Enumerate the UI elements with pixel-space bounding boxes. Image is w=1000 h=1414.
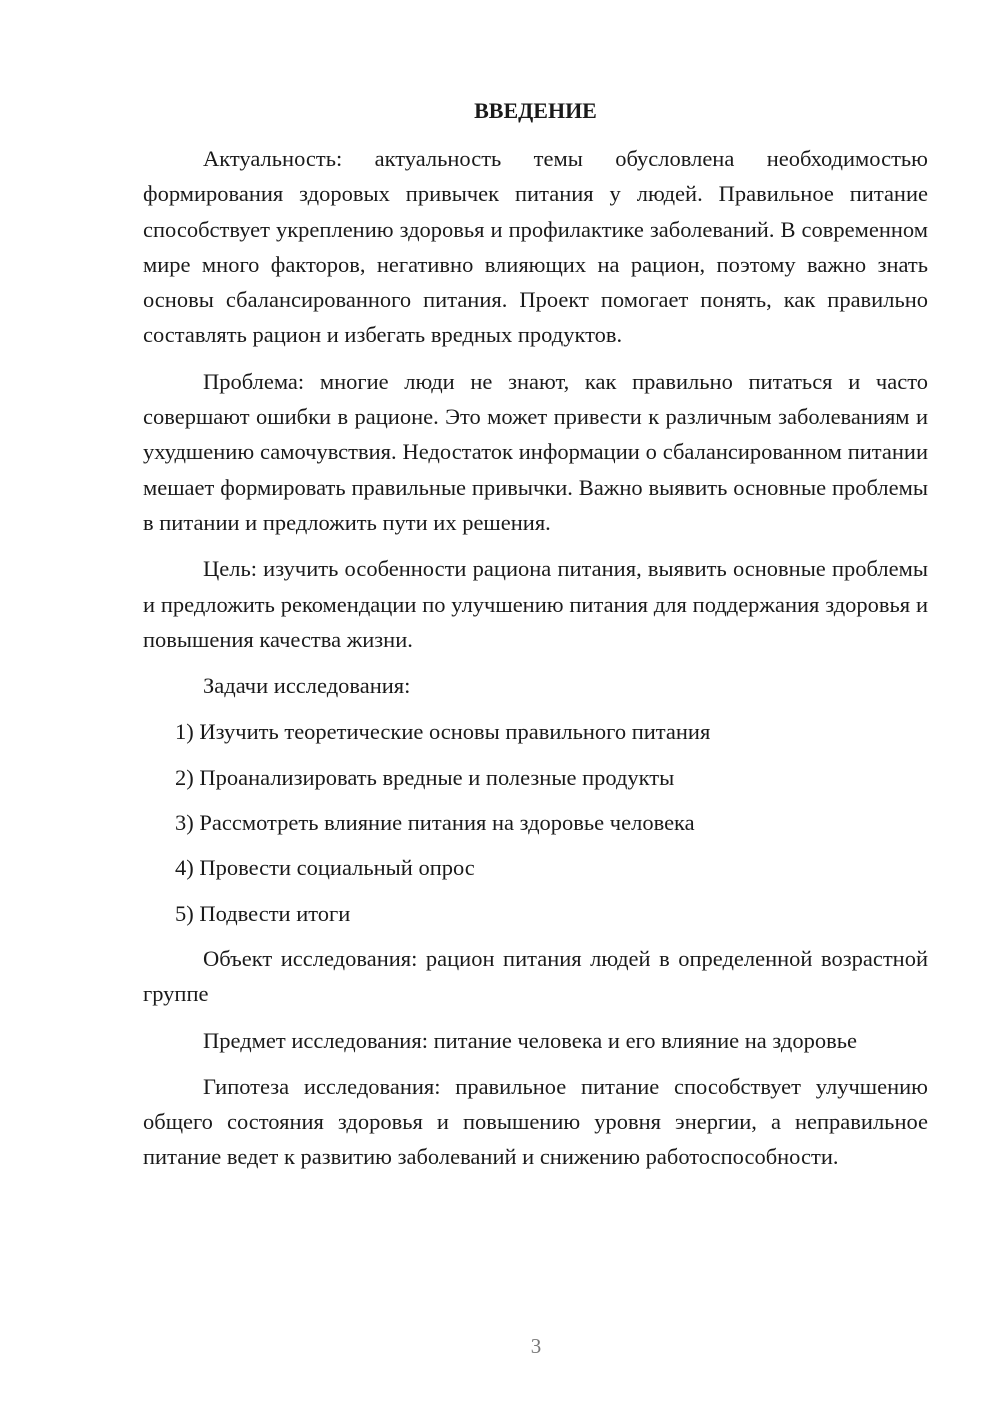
page-number: 3	[530, 1334, 542, 1358]
paragraph-goal: Цель: изучить особенности рациона питания, выявить основные проблемы и предложить рекомендации по улучшению питания для поддержания здоровья и повышения качества жизни.	[143, 556, 928, 652]
tasks-heading: Задачи исследования:	[203, 673, 411, 699]
paragraph-object: Объект исследования: рацион питания людей в определенной возрастной группе	[143, 945, 928, 1007]
list-item: 5) Подвести итоги	[175, 900, 351, 926]
tasks-list	[143, 714, 928, 930]
page-title: ВВЕДЕНИЕ	[474, 98, 597, 123]
paragraph-relevance: Актуальность: актуальность темы обусловлена необходимостью формирования здоровых привычек питания у людей. Правильное питание способствует укреплению здоровья и профилактике заболеваний. В современном мире много факторов, негативно влияющих на рацион, поэтому важно знать основы сбалансированного питания. Проект помогает понять, как правильно составлять рацион и избегать вредных продуктов.	[143, 146, 928, 348]
paragraph-subject: Предмет исследования: питание человека и его влияние на здоровье	[203, 1027, 857, 1053]
list-item: 1) Изучить теоретические основы правильного питания	[175, 719, 711, 745]
paragraph-problem: Проблема: многие люди не знают, как правильно питаться и часто совершают ошибки в рационе. Это может привести к различным заболеваниям и ухудшению самочувствия. Недостаток информации о сбалансированном питании мешает формировать правильные привычки. Важно выявить основные проблемы в питании и предложить пути их решения.	[143, 368, 928, 535]
list-item: 4) Провести социальный опрос	[175, 855, 475, 881]
document-body	[143, 141, 928, 1186]
paragraph-hypothesis: Гипотеза исследования: правильное питание способствует улучшению общего состояния здоровья и повышению уровня энергии, а неправильное питание ведет к развитию заболеваний и снижению работоспособности.	[143, 1073, 928, 1170]
list-item: 3) Рассмотреть влияние питания на здоровье человека	[175, 810, 695, 836]
list-item: 2) Проанализировать вредные и полезные продукты	[175, 764, 675, 790]
